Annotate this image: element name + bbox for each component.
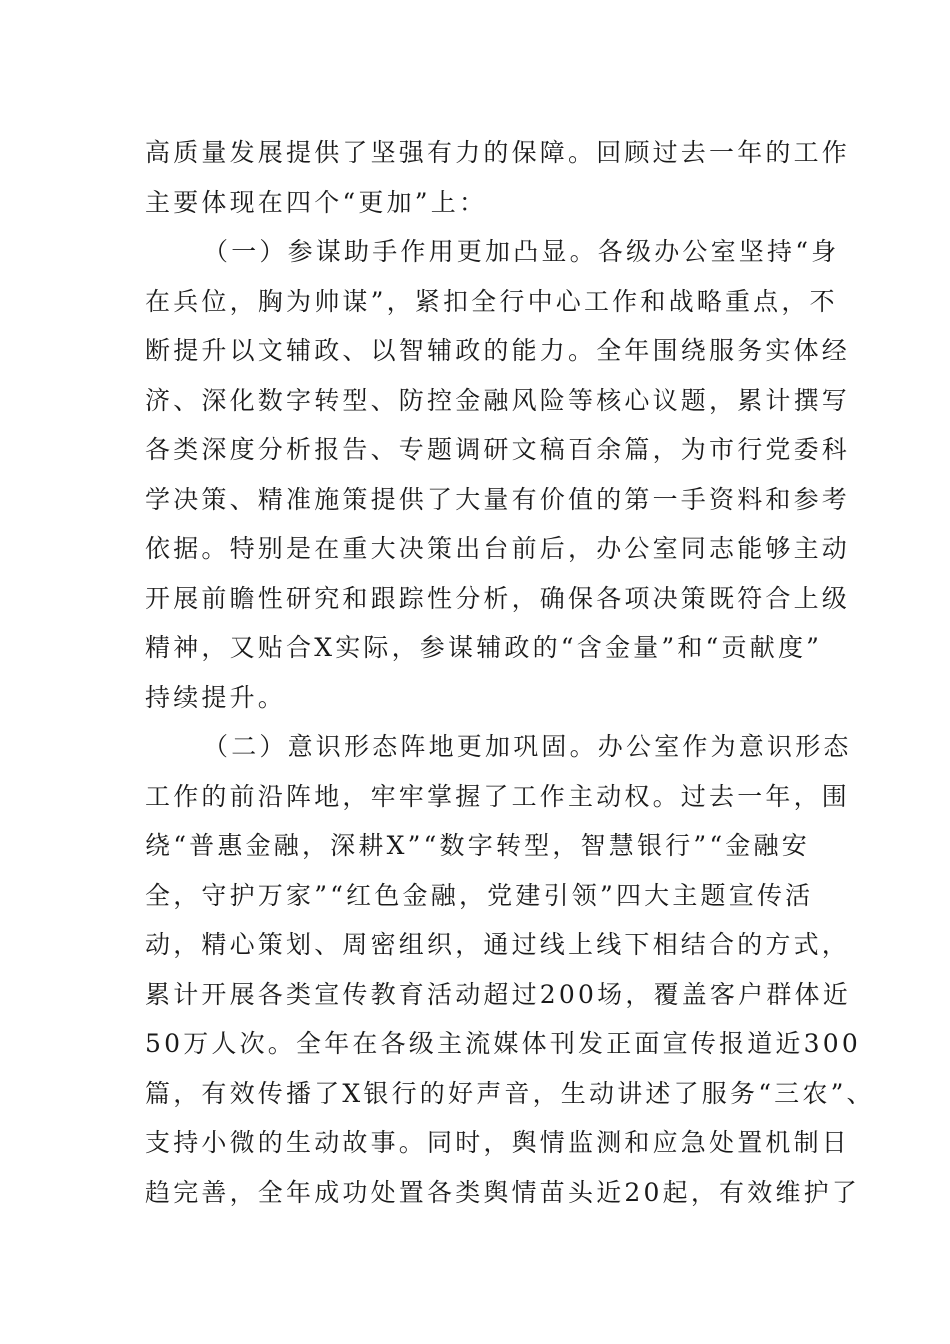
body-text <box>145 128 875 1217</box>
text-line: 学决策、精准施策提供了大量有价值的第一手资料和参考 <box>145 484 851 514</box>
text-line: 累计开展各类宣传教育活动超过200场，覆盖客户群体近 <box>145 979 851 1009</box>
text-line: 工作的前沿阵地，牢牢掌握了工作主动权。过去一年，围 <box>145 781 851 811</box>
text-line: 依据。特别是在重大决策出台前后，办公室同志能够主动 <box>145 534 851 563</box>
text-line: 在兵位，胸为帅谋”，紧扣全行中心工作和战略重点，不 <box>145 286 838 316</box>
text-line: 高质量发展提供了坚强有力的保障。回顾过去一年的工作 <box>145 138 851 167</box>
text-line: 50万人次。全年在各级主流媒体刊发正面宣传报道近300 <box>145 1029 861 1058</box>
text-line: 篇，有效传播了X银行的好声音，生动讲述了服务“三农”、 <box>145 1078 875 1108</box>
text-line: 趋完善，全年成功处置各类舆情苗头近20起，有效维护了 <box>145 1177 861 1207</box>
text-line: 精神，又贴合X实际，参谋辅政的“含金量”和“贡献度” <box>145 633 823 662</box>
text-line: 全，守护万家”“红色金融，党建引领”四大主题宣传活 <box>145 880 814 910</box>
text-line: 持续提升。 <box>145 682 287 712</box>
text-line: 动，精心策划、周密组织，通过线上线下相结合的方式， <box>145 930 851 959</box>
text-line: 断提升以文辅政、以智辅政的能力。全年围绕服务实体经 <box>145 336 851 365</box>
text-line: 支持小微的生动故事。同时，舆情监测和应急处置机制日 <box>145 1128 851 1157</box>
text-line: 主要体现在四个“更加”上： <box>145 187 488 217</box>
text-line: 济、深化数字转型、防控金融风险等核心议题，累计撰写 <box>145 385 851 415</box>
section-heading-line: （二）意识形态阵地更加巩固。办公室作为意识形态 <box>203 732 852 761</box>
section-heading-line: （一）参谋助手作用更加凸显。各级办公室坚持“身 <box>203 237 840 266</box>
text-line: 各类深度分析报告、专题调研文稿百余篇，为市行党委科 <box>145 435 851 464</box>
text-line: 开展前瞻性研究和跟踪性分析，确保各项决策既符合上级 <box>145 583 851 613</box>
text-line: 绕“普惠金融，深耕X”“数字转型，智慧银行”“金融安 <box>145 831 810 860</box>
